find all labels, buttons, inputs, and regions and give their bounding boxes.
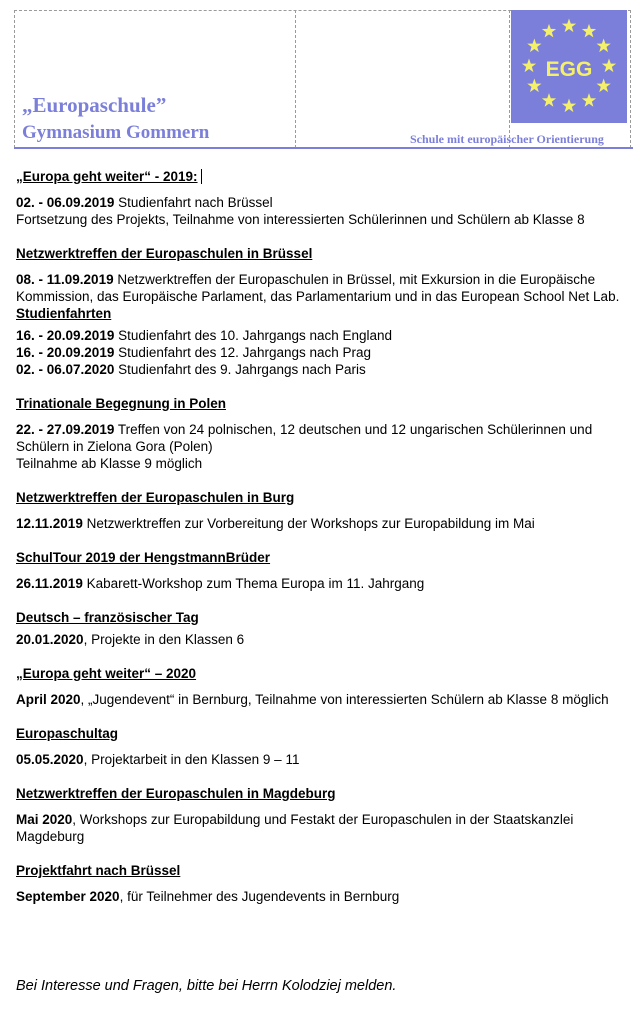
- entry-text: , Projektarbeit in den Klassen 9 – 11: [83, 752, 300, 767]
- star-icon: [597, 39, 611, 53]
- section: [16, 489, 621, 532]
- entry-text: Studienfahrt des 12. Jahrgangs nach Prag: [114, 345, 372, 360]
- entry: [16, 811, 621, 845]
- star-icon: [582, 24, 596, 38]
- section-heading: SchulTour 2019 der HengstmannBrüder: [16, 550, 271, 565]
- logo-text: EGG: [545, 58, 593, 81]
- entry-text: , für Teilnehmer des Jugendevents in Bernburg: [119, 889, 400, 904]
- entry: [16, 271, 621, 305]
- entry-date: Mai 2020: [16, 812, 73, 827]
- entry-date: 26.11.2019: [16, 576, 83, 591]
- section-heading: Netzwerktreffen der Europaschulen in Burg: [16, 490, 295, 505]
- entry: [16, 515, 621, 532]
- star-icon: [602, 59, 616, 73]
- section-heading: „Europa geht weiter“ - 2019:: [16, 169, 198, 184]
- section: [16, 549, 621, 592]
- entry-date: 20.01.2020: [16, 632, 84, 647]
- section-heading: Projektfahrt nach Brüssel: [16, 863, 181, 878]
- eu-stars-logo-icon: [511, 10, 627, 123]
- entry-date: 16. - 20.09.2019: [16, 328, 115, 343]
- letterhead-divider: [295, 10, 296, 148]
- entry-date: 22. - 27.09.2019: [16, 422, 115, 437]
- entry-text: , Workshops zur Europabildung und Festakt der Europaschulen in der Staatskanzlei Magdeburg: [16, 812, 574, 844]
- section: [16, 725, 621, 768]
- letterhead-divider: [509, 10, 510, 148]
- entry-date: April 2020: [16, 692, 81, 707]
- section-heading: Trinationale Begegnung in Polen: [16, 396, 227, 411]
- entry-date: 02. - 06.09.2019: [16, 195, 115, 210]
- entry-text: Kabarett-Workshop zum Thema Europa im 11. Jahrgang: [82, 576, 425, 591]
- section: [16, 395, 621, 472]
- entry-text: , „Jugendevent“ in Bernburg, Teilnahme von interessierten Schülern ab Klasse 8 möglich: [80, 692, 609, 707]
- section-heading: „Europa geht weiter“ – 2020: [16, 666, 197, 681]
- school-name: „Europaschule”: [22, 93, 167, 117]
- entry-text: Netzwerktreffen zur Vorbereitung der Workshops zur Europabildung im Mai: [82, 516, 535, 531]
- entry-date: 12.11.2019: [16, 516, 83, 531]
- entry-text: , Projekte in den Klassen 6: [83, 632, 245, 647]
- entry-text: Studienfahrt nach Brüssel: [114, 195, 273, 210]
- star-icon: [527, 79, 541, 93]
- closing-note: Bei Interesse und Fragen, bitte bei Herrn Kolodziej melden.: [16, 978, 397, 994]
- entry: [16, 327, 621, 344]
- entry-text: Teilnahme ab Klasse 9 möglich: [16, 456, 203, 471]
- section-heading: Studienfahrten: [16, 306, 112, 321]
- star-icon: [522, 59, 536, 73]
- section: [16, 168, 621, 228]
- section: [16, 665, 621, 708]
- star-icon: [542, 93, 556, 107]
- star-icon: [542, 24, 556, 38]
- entry: [16, 631, 621, 648]
- section-heading: Netzwerktreffen der Europaschulen in Magdeburg: [16, 786, 336, 801]
- entry-text: Fortsetzung des Projekts, Teilnahme von interessierten Schülerinnen und Schülern ab Klasse 8: [16, 212, 585, 227]
- entry-text: Studienfahrt des 10. Jahrgangs nach England: [114, 328, 393, 343]
- program-content: [16, 168, 621, 905]
- entry-text: Netzwerktreffen der Europaschulen in Brüssel, mit Exkursion in die Europäische Kommission, das Europäische Parlament, das Parlamentarium und in das European School Net Lab.: [16, 272, 620, 304]
- entry-date: 16. - 20.09.2019: [16, 345, 115, 360]
- section: [16, 862, 621, 905]
- text-cursor: [201, 169, 202, 184]
- section: [16, 245, 621, 305]
- entry: [16, 888, 621, 905]
- entry-date: 08. - 11.09.2019: [16, 272, 114, 287]
- star-icon: [562, 19, 576, 33]
- egg-logo: [511, 10, 627, 123]
- star-icon: [527, 39, 541, 53]
- entry-date: 05.05.2020: [16, 752, 84, 767]
- section-heading: Netzwerktreffen der Europaschulen in Brüssel: [16, 246, 313, 261]
- section: [16, 785, 621, 845]
- entry: [16, 575, 621, 592]
- entry-text: Studienfahrt des 9. Jahrgangs nach Paris: [114, 362, 366, 377]
- entry-date: 02. - 06.07.2020: [16, 362, 115, 377]
- entry-date: September 2020: [16, 889, 120, 904]
- letterhead: [14, 10, 631, 148]
- star-icon: [597, 79, 611, 93]
- entry-text: Treffen von 24 polnischen, 12 deutschen und 12 ungarischen Schülerinnen und Schülern in Zielona Gora (Polen): [16, 422, 593, 454]
- section: [16, 609, 621, 648]
- section-heading: Deutsch – französischer Tag: [16, 610, 199, 625]
- entry: [16, 211, 621, 228]
- entry: [16, 691, 621, 708]
- section: [16, 305, 621, 378]
- header-rule: [14, 147, 633, 149]
- entry: [16, 344, 621, 361]
- star-icon: [562, 99, 576, 113]
- section-heading: Europaschultag: [16, 726, 119, 741]
- entry: [16, 194, 621, 211]
- school-tagline: Schule mit europäischer Orientierung: [410, 132, 604, 146]
- entry: [16, 751, 621, 768]
- entry: [16, 421, 621, 455]
- star-icon: [582, 93, 596, 107]
- entry: [16, 455, 621, 472]
- school-subtitle: Gymnasium Gommern: [22, 122, 210, 143]
- entry: [16, 361, 621, 378]
